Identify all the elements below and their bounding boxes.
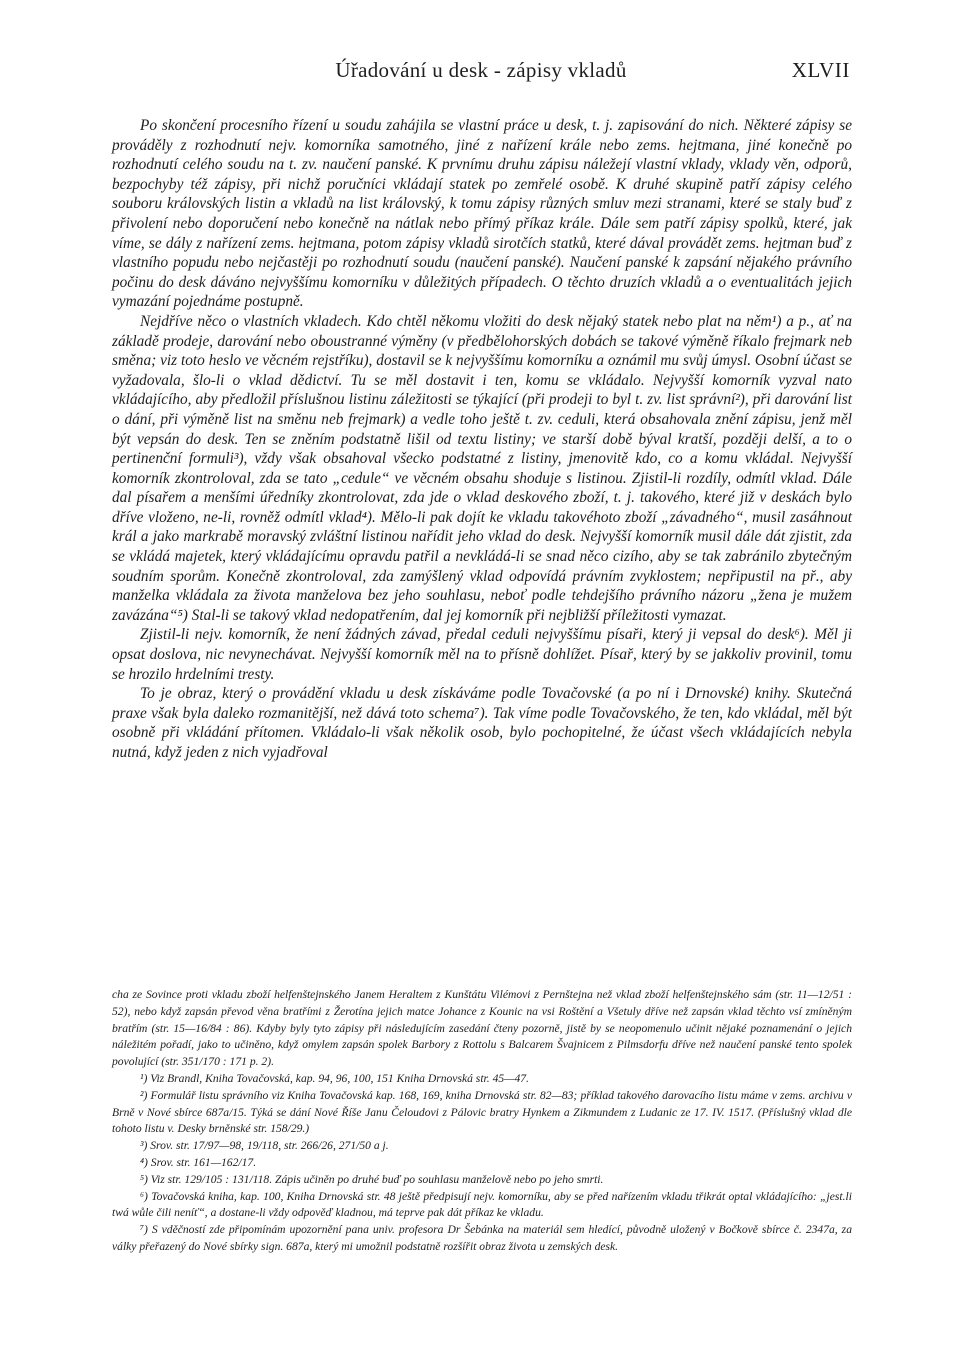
footnote: ³) Srov. str. 17/97—98, 19/118, str. 266/26, 271/50 a j. — [140, 1139, 389, 1153]
paragraph: Po skončení procesního řízení u soudu zahájila se vlastní práce u desk, t. j. zapisování do nich. Některé zápisy se prováděly z rozhodnutí nejv. komorníka samotného, jiné z nařízení krále nebo zems. hejtmana, jiné konečně po rozhodnutí celého soudu na t. zv. naučení panské. K prvnímu druhu zápisu náležejí vlastní vklady, vklady věn, odporů, bezpochyby též zápisy, při nichž poručníci vkládají statek po zemřelé osobě. K druhé skupině patří zápisy celého souboru královských listin a vkladů na list královský, k tomu zápisy různých smluv mezi stranami, které se staly buď z přivolení nebo doporučení nebo konečně na nátlak nebo přímý příkaz krále. Dále sem patří zápisy spolků, které, jak víme, se dály z nařízení zems. hejtmana, potom zápisy vkladů sirotčích statků, které dával provádět zems. hejtman buď z vlastního popudu nebo nejčastěji po rozhodnutí soudu (naučení panské). Naučení panské k zapsání nějakého právního počinu do desk dáváno nejvyššímu komorníku v důležitých případech. O těchto druzích vkladů a o eventualitách jejich vymazání pojednáme postupně. — [112, 117, 852, 311]
footnote: ⁶) Tovačovská kniha, kap. 100, Kniha Drnovská str. 48 ještě předpisují nejv. komorníku, aby se před nařízením vkladu třikrát optal vkládajícího: „jest.li twá wůle čili neníť“, a dostane-li vždy odpověď kladnou, má teprve pak dát příkaz ke vkladu. — [112, 1189, 852, 1220]
paragraph: Nejdříve něco o vlastních vkladech. Kdo chtěl někomu vložiti do desk nějaký statek nebo plat na něm¹) a p., ať na základě prodeje, darování nebo oboustranné výměny (v předbělohorských dobách se takové výměně říkalo frejmark neb směna; viz toto heslo ve věcném rejstříku), dostavil se k nejvyššímu komorníku a oznámil mu svůj úmysl. Osobní účast se vyžadovala, šlo-li o vklad dědictví. Tu se měl dostavit i ten, komu se vkládalo. Nejvyšší komorník vyzval nato vkládajícího, aby předložil příslušnou listinu záležitosti se týkající (při prodeji to byl t. zv. list správní²), při darování list o dání, při výměně list na směnu neb frejmark) a vedle toho ještě t. zv. ceduli, která obsahovala znění zápisu, jenž měl být vepsán do desk. Ten se zněním podstatně lišil od textu listiny; ve starší době býval kratší, později delší, a to o pertinenční formuli³), vždy však obsahoval všecko podstatné z listiny, jmenovitě kdo, co a komu vkládal. Nejvyšší komorník zkontroloval, zda se tato „cedule“ ve věcném obsahu shoduje s listinou. Zjistil-li rozdíly, odmítl vklad. Dále dal písařem a menšími úředníky zkontrolovat, zda jde o vklad deskového zboží, t. j. takového, které již v deskách bylo dříve vloženo, ne-li, rovněž odmítl vklad⁴). Mělo-li pak dojít ke vkladu takovéhoto zboží „závadného“, musil zasáhnout král a jako markrabě moravský zvláštní listinou nařídit jeho vklad do desk. Nejvyšší komorník musil dále dát zjistit, zda se vkládá majetek, který vkládajícímu opravdu patřil a nevkládá-li se snad něco cizího, aby se tak zabránilo zbytečným soudním sporům. Konečně zkontroloval, zda zamýšlený vklad odpovídá právním zvyklostem; nepřipustil na př., aby manželka vkládala za života manželova bez jeho souhlasu, neboť podle tehdejšího právního názoru „žena je mužem zavázána“⁵) Stal-li se takový vklad nedopatřením, dal jej komorník při nejbližší příležitosti vymazat. — [112, 312, 852, 624]
running-header — [112, 58, 850, 88]
footnotes — [112, 987, 852, 1256]
footnote: ⁷) S vděčností zde připomínám upozornění pana univ. profesora Dr Šebánka na materiál sem hledící, původně uložený v Bočkově sbírce č. 2347a, za války přeřazený do Nové sbírky sign. 687a, který mi umožnil podstatně rozšířit obraz života u zemských desk. — [112, 1223, 852, 1253]
running-title: Úřadování u desk - zápisy vkladů — [335, 58, 627, 82]
footnote-continuation: cha ze Sovince proti vkladu zboží helfenštejnského Janem Heraltem z Kunštátu Vilémovi z Pernštejna než vklad zboží helfenštejnského sám (str. 11—12/51 : 52), nebo když zapsán převod věna bratřími z Žerotína jejich matce Johance z Kounic na vsi Roštění a Všetuly dříve než zapsán vklad těchto vsí zmíněným bratřím (str. 15—16/84 : 86). Kdyby byly tyto zápisy při následujícím zasedání čteny pozorně, jistě by se neopomenulo učinit nějaké poznamenání o jejich náležitém pořadí, jako to učiněno, když omylem zapsán spolek Barbory z Rottolu s Balcarem Švajnicem z Pilmsdorfu dříve než naučení panské tento spolek povolující (str. 351/170 : 171 p. 2). — [112, 988, 852, 1069]
main-text — [112, 116, 852, 763]
footnote: ⁵) Viz str. 129/105 : 131/118. Zápis učiněn po druhé buď po souhlasu manželově nebo po jeho smrti. — [140, 1172, 604, 1186]
footnote: ⁴) Srov. str. 161—162/17. — [140, 1155, 257, 1169]
footnote: ¹) Viz Brandl, Kniha Tovačovská, kap. 94, 96, 100, 151 Kniha Drnovská str. 45—47. — [140, 1071, 529, 1085]
footnote: ²) Formulář listu správního viz Kniha Tovačovská kap. 168, 169, kniha Drnovská str. 82—83; příklad takového darovacího listu máme v zems. archivu v Brně v Nové sbírce 687a/15. Týká se dání Nové Říše Janu Čeloudovi z Pálovic bratry Hynkem a Zikmundem z Ludanic ze 17. IV. 1517. (Příslušný vklad dle tohoto listu v. Desky brněnské str. 158/29.) — [112, 1088, 852, 1136]
paragraph: To je obraz, který o provádění vkladu u desk získáváme podle Tovačovské (a po ní i Drnovské) knihy. Skutečná praxe však byla daleko rozmanitější, než dává toto schema⁷). Tak víme podle Tovačovského, že ten, kdo vkládal, měl být osobně při vkládání přítomen. Vkládalo-li však několik osob, bylo pochopitelné, že účast všech vkládajících nebyla nutná, když jeden z nich vyjadřoval — [112, 685, 852, 761]
paragraph: Zjistil-li nejv. komorník, že není žádných závad, předal ceduli nejvyššímu písaři, který ji vepsal do desk⁶). Měl ji opsat doslova, nic nevynechávat. Nejvyšší komorník měl na to přísně dohlížet. Písař, který by se jakkoliv provinil, tomu se hrozilo hrdelními tresty. — [112, 626, 852, 683]
page-number: XLVII — [791, 58, 850, 82]
